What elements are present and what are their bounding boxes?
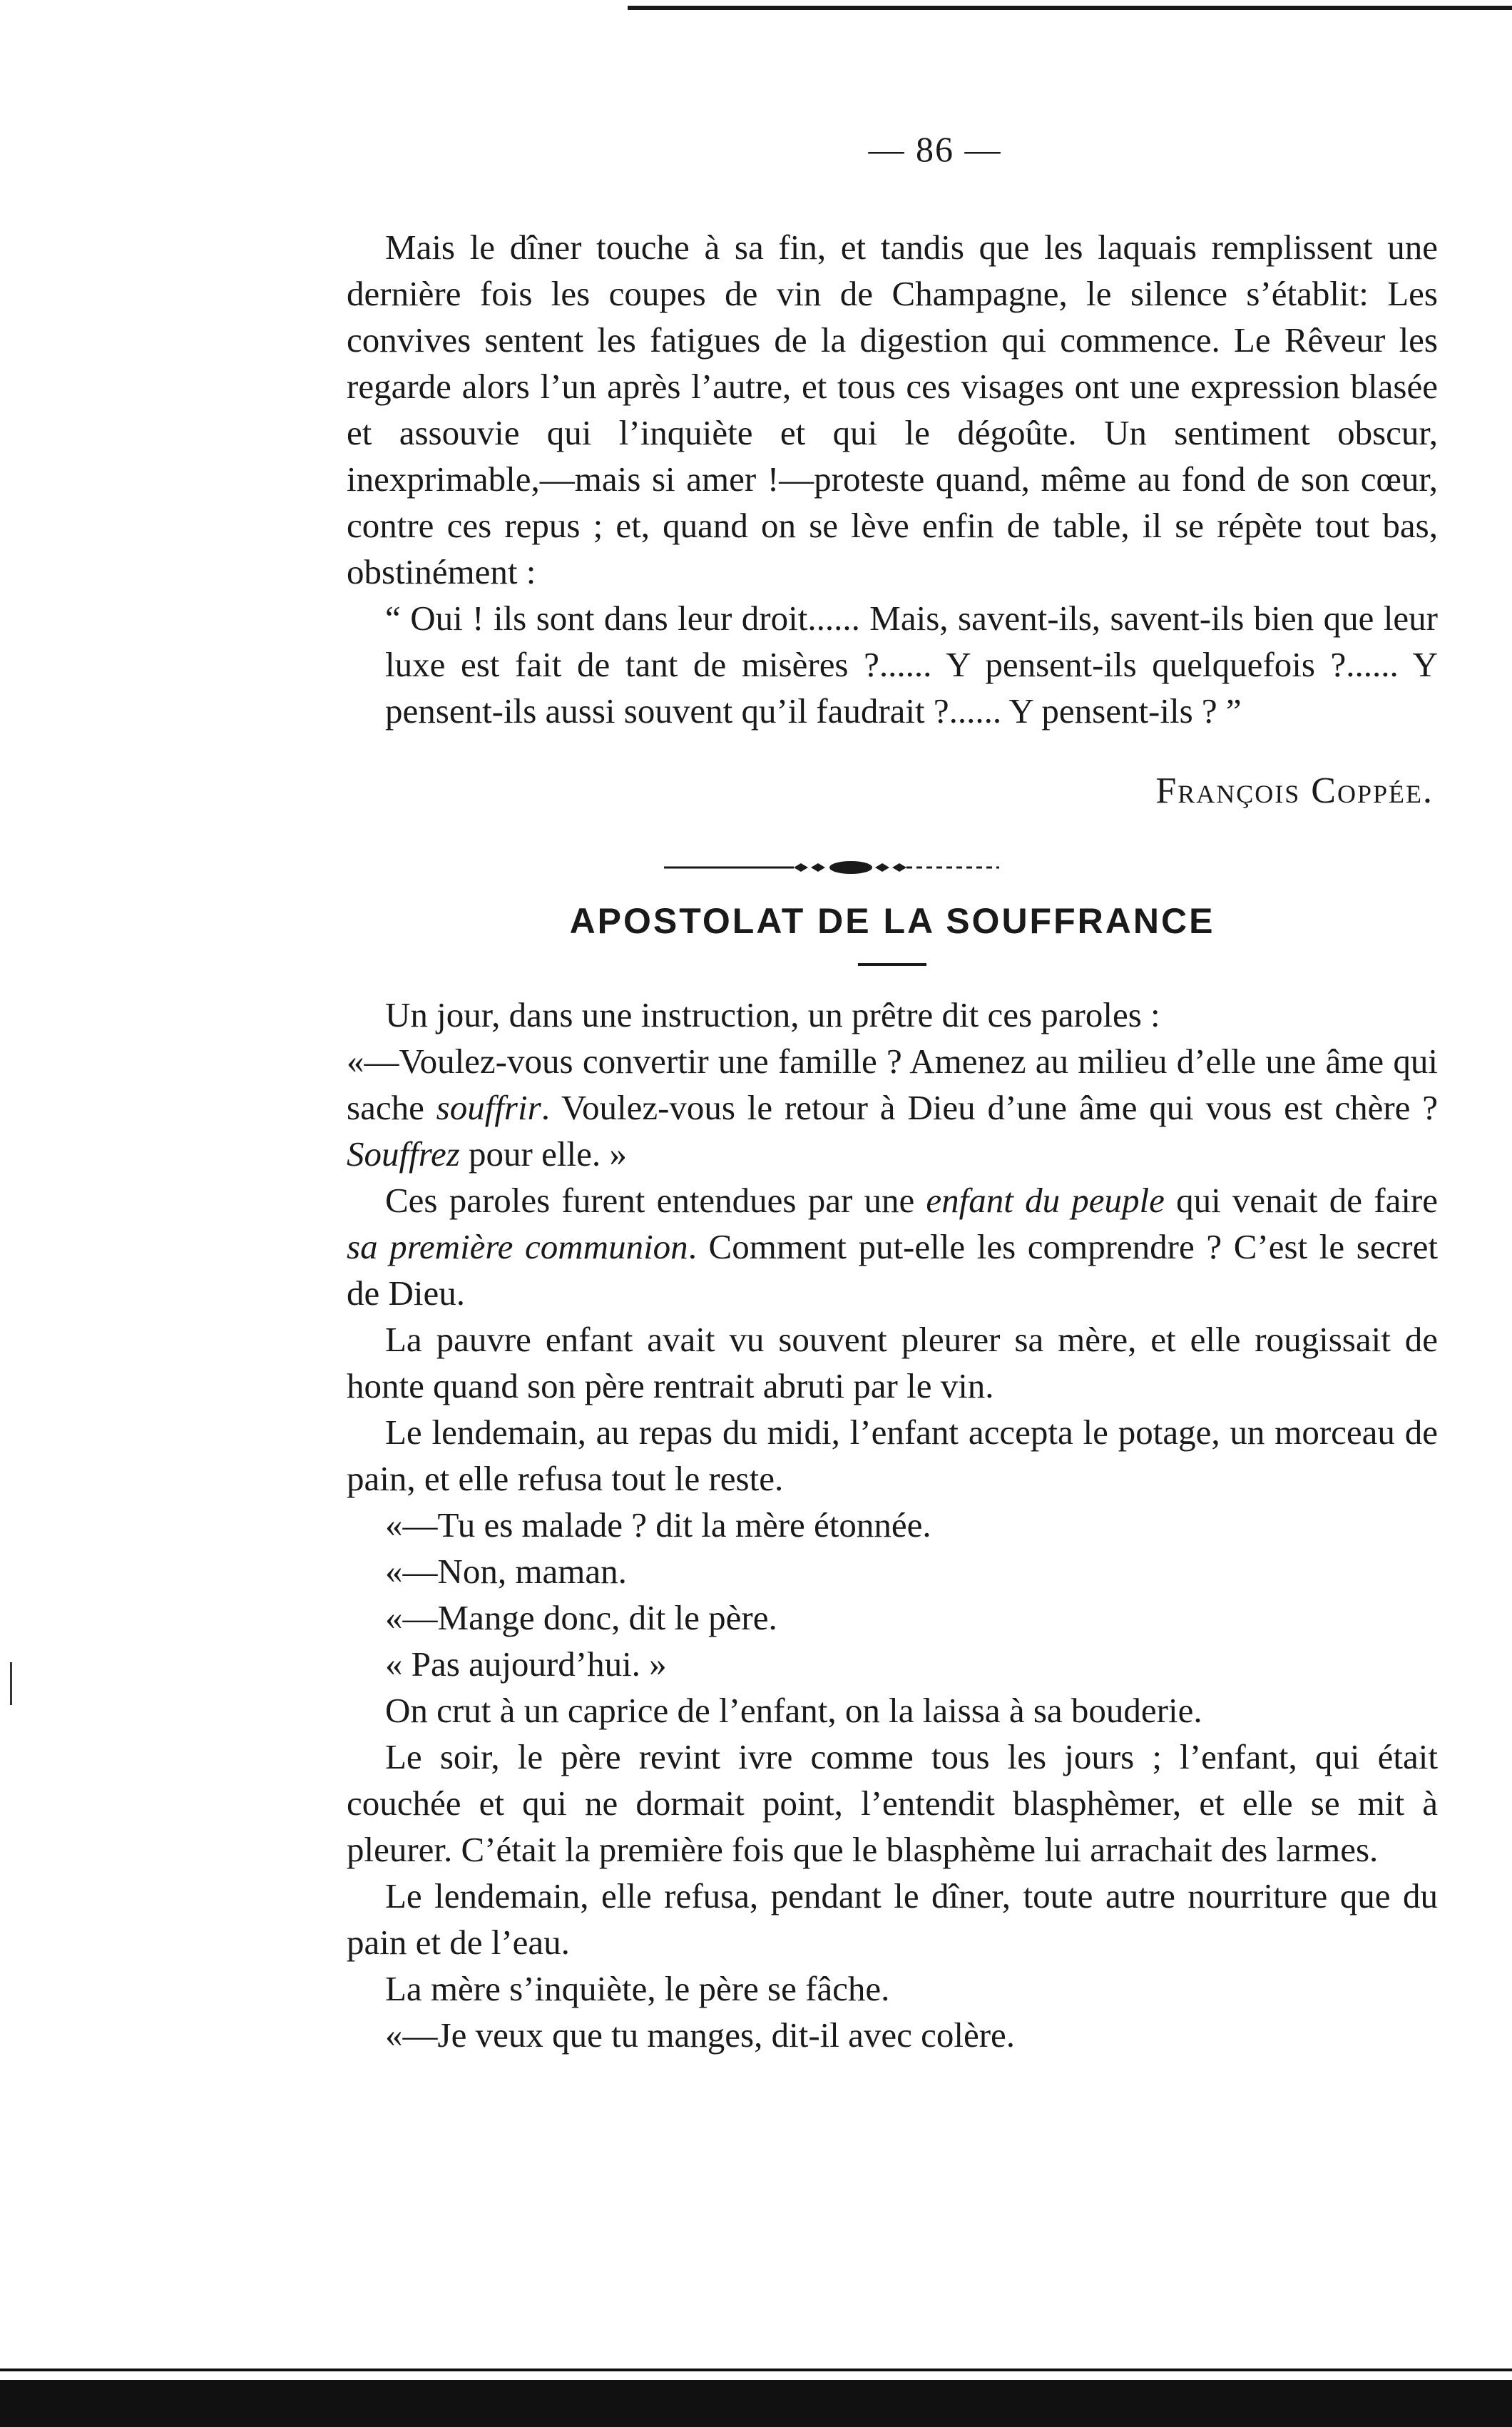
text-run: «—Voulez-vous convertir une famille ? Amenez au milieu d’elle une âme qui sache xyxy=(347,1042,1438,1127)
top-edge-rule xyxy=(628,6,1512,10)
ornament-divider xyxy=(664,855,1120,880)
section-paragraph xyxy=(347,1038,1438,1177)
italic-run: souffrir xyxy=(436,1088,541,1127)
italic-run: sa première communion xyxy=(347,1227,688,1266)
section-paragraph: Le lendemain, elle refusa, pendant le dîner, toute autre nourriture que du pain et de l’eau. xyxy=(347,1876,1438,1962)
title-underline xyxy=(858,963,926,966)
italic-run: Souffrez xyxy=(347,1134,460,1174)
section-paragraph: Le lendemain, au repas du midi, l’enfant accepta le potage, un morceau de pain, et elle refusa tout le reste. xyxy=(347,1413,1438,1498)
section-paragraph: On crut à un caprice de l’enfant, on la laissa à sa bouderie. xyxy=(385,1691,1202,1730)
dialog-line: «—Non, maman. xyxy=(385,1552,627,1591)
dialog-block xyxy=(347,1502,1438,1687)
section-paragraph: «—Je veux que tu manges, dit-il avec colère. xyxy=(385,2015,1016,2055)
excerpt-paragraph: Mais le dîner touche à sa fin, et tandis que les laquais remplissent une dernière fois les coupes de vin de Champagne, le silence s’établit: Les convives sentent les fatigues de la digestion qui commence. Le Rêveur les regarde alors l’un après l’autre, et tous ces visages ont une expression blasée et assouvie qui l’inquiète et qui le dégoûte. Un sentiment obscur, inexprimable,—mais si amer !—proteste quand, même au fond de son cœur, contre ces repus ; et, quand on se lève enfin de table, il se répète tout bas, obstinément : xyxy=(347,228,1438,591)
bottom-edge-line xyxy=(0,2369,1512,2371)
bottom-edge-band xyxy=(0,2380,1512,2427)
text-run: pour elle. » xyxy=(459,1134,627,1174)
section-paragraph xyxy=(347,1177,1438,1316)
excerpt-quote: “ Oui ! ils sont dans leur droit...... Mais, savent-ils, savent-ils bien que leur luxe est fait de tant de misères ?...... Y pensent-ils quelquefois ?...... Y pensent-ils aussi souvent qu’il faudrait ?...... Y pensent-ils ? ” xyxy=(385,599,1438,731)
section-paragraph: La mère s’inquiète, le père se fâche. xyxy=(385,1969,890,2008)
section-paragraph: Le soir, le père revint ivre comme tous les jours ; l’enfant, qui était couchée et qui ne dormait point, l’entendit blasphèmer, et elle se mit à pleurer. C’était la première fois que le blasphème lui arrachait des larmes. xyxy=(347,1737,1438,1869)
text-run: Ces paroles furent entendues par une xyxy=(385,1181,926,1220)
text-run: . Voulez-vous le retour à Dieu d’une âme qui vous est chère ? xyxy=(541,1088,1438,1127)
page-number: — 86 — xyxy=(868,129,1002,169)
dialog-line: «—Tu es malade ? dit la mère étonnée. xyxy=(385,1505,931,1545)
section-paragraph: Un jour, dans une instruction, un prêtre dit ces paroles : xyxy=(385,995,1160,1034)
section-paragraph: La pauvre enfant avait vu souvent pleurer sa mère, et elle rougissait de honte quand son père rentrait abruti par le vin. xyxy=(347,1320,1438,1405)
section-title: APOSTOLAT DE LA SOUFFRANCE xyxy=(569,901,1215,941)
author-signature: François Coppée. xyxy=(1155,770,1434,811)
dialog-line: «—Mange donc, dit le père. xyxy=(385,1598,777,1637)
book-page xyxy=(347,128,1438,2058)
coppee-excerpt xyxy=(347,224,1438,812)
margin-mark xyxy=(10,1662,12,1705)
apostolat-section xyxy=(347,900,1438,2058)
text-run: . Comment put-elle les comprendre ? C’est le secret de Dieu. xyxy=(347,1227,1438,1313)
text-run: qui venait de faire xyxy=(1164,1181,1438,1220)
italic-run: enfant du peuple xyxy=(926,1181,1165,1220)
dialog-line: « Pas aujourd’hui. » xyxy=(385,1644,667,1684)
